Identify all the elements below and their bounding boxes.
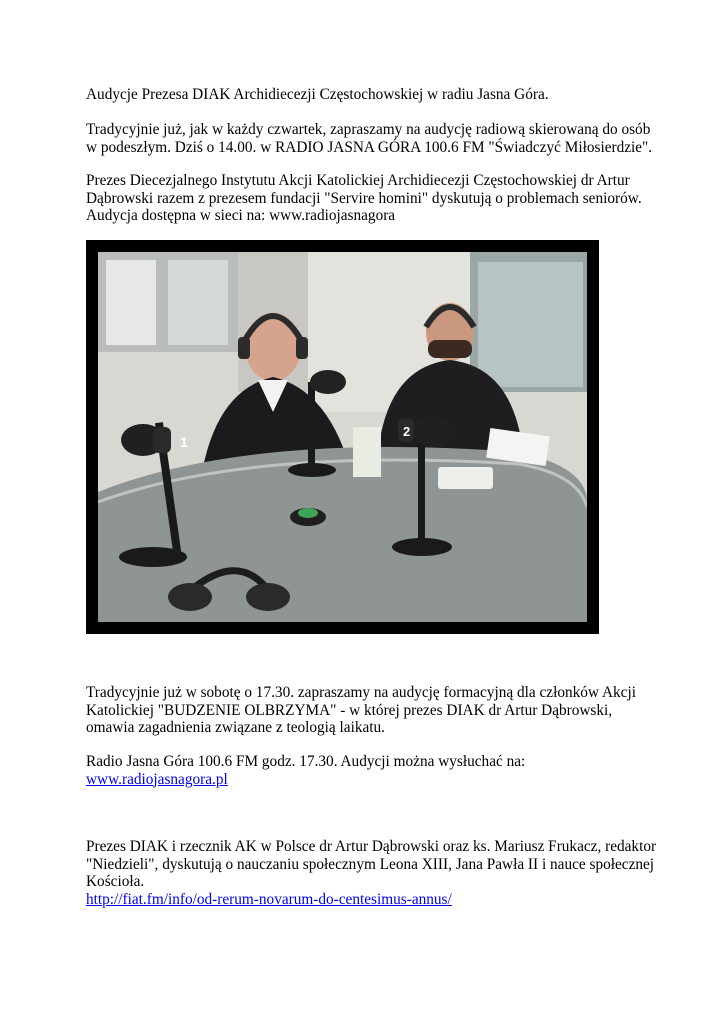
person-left-face — [245, 313, 301, 381]
paragraph-saturday-broadcast — [86, 684, 646, 737]
paragraph-radio-listen — [86, 753, 646, 788]
text-line: Prezes Diecezjalnego Instytutu Akcji Katolickiej Archidiecezji Częstochowskiej dr Artur — [86, 172, 630, 189]
paragraph-thursday-broadcast — [86, 121, 653, 156]
text-line: Tradycyjnie już w sobotę o 17.30. zapraszamy na audycję formacyjną dla członków Akcji — [86, 684, 636, 701]
text-line: w podeszłym. Dziś o 14.00. w RADIO JASNA GÓRA 100.6 FM "Świadczyć Miłosierdzie". — [86, 138, 653, 156]
radiojasnagora-link[interactable]: www.radiojasnagora.pl — [86, 770, 228, 788]
fiat-fm-link[interactable]: http://fiat.fm/info/od-rerum-novarum-do-centesimus-annus/ — [86, 890, 452, 908]
text-line: Radio Jasna Góra 100.6 FM godz. 17.30. Audycji można wysłuchać na: — [86, 753, 526, 770]
studio-photo-illustration — [98, 252, 587, 622]
mic-label-1: 1 — [180, 434, 188, 450]
paragraph-social-teaching — [86, 838, 657, 908]
paragraph-audycje-title — [86, 86, 646, 104]
text-line: Dąbrowski razem z prezesem fundacji "Servire homini" dyskutują o problemach seniorów. — [86, 189, 642, 207]
paragraph-president-discussion — [86, 172, 646, 225]
text-line: Audycja dostępna w sieci na: www.radiojasnagora — [86, 207, 396, 224]
text-line: Kościoła. — [86, 873, 145, 890]
text-line: Prezes DIAK i rzecznik AK w Polsce dr Artur Dąbrowski oraz ks. Mariusz Frukacz, redaktor — [86, 838, 657, 855]
text-line: omawia zagadnienia związane z teologią laikatu. — [86, 719, 385, 736]
text-line: Katolickiej "BUDZENIE OLBRZYMA" - w której prezes DIAK dr Artur Dąbrowski, — [86, 701, 613, 719]
mic-label-2: 2 — [403, 424, 411, 439]
radio-studio-photo — [86, 240, 599, 634]
text-line: Tradycyjnie już, jak w każdy czwartek, zapraszamy na audycję radiową skierowaną do osób — [86, 121, 651, 138]
text-line: "Niedzieli", dyskutują o nauczaniu społecznym Leona XIII, Jana Pawła II i nauce społecznej — [86, 855, 655, 873]
text-line: Audycje Prezesa DIAK Archidiecezji Częstochowskiej w radiu Jasna Góra. — [86, 86, 549, 103]
